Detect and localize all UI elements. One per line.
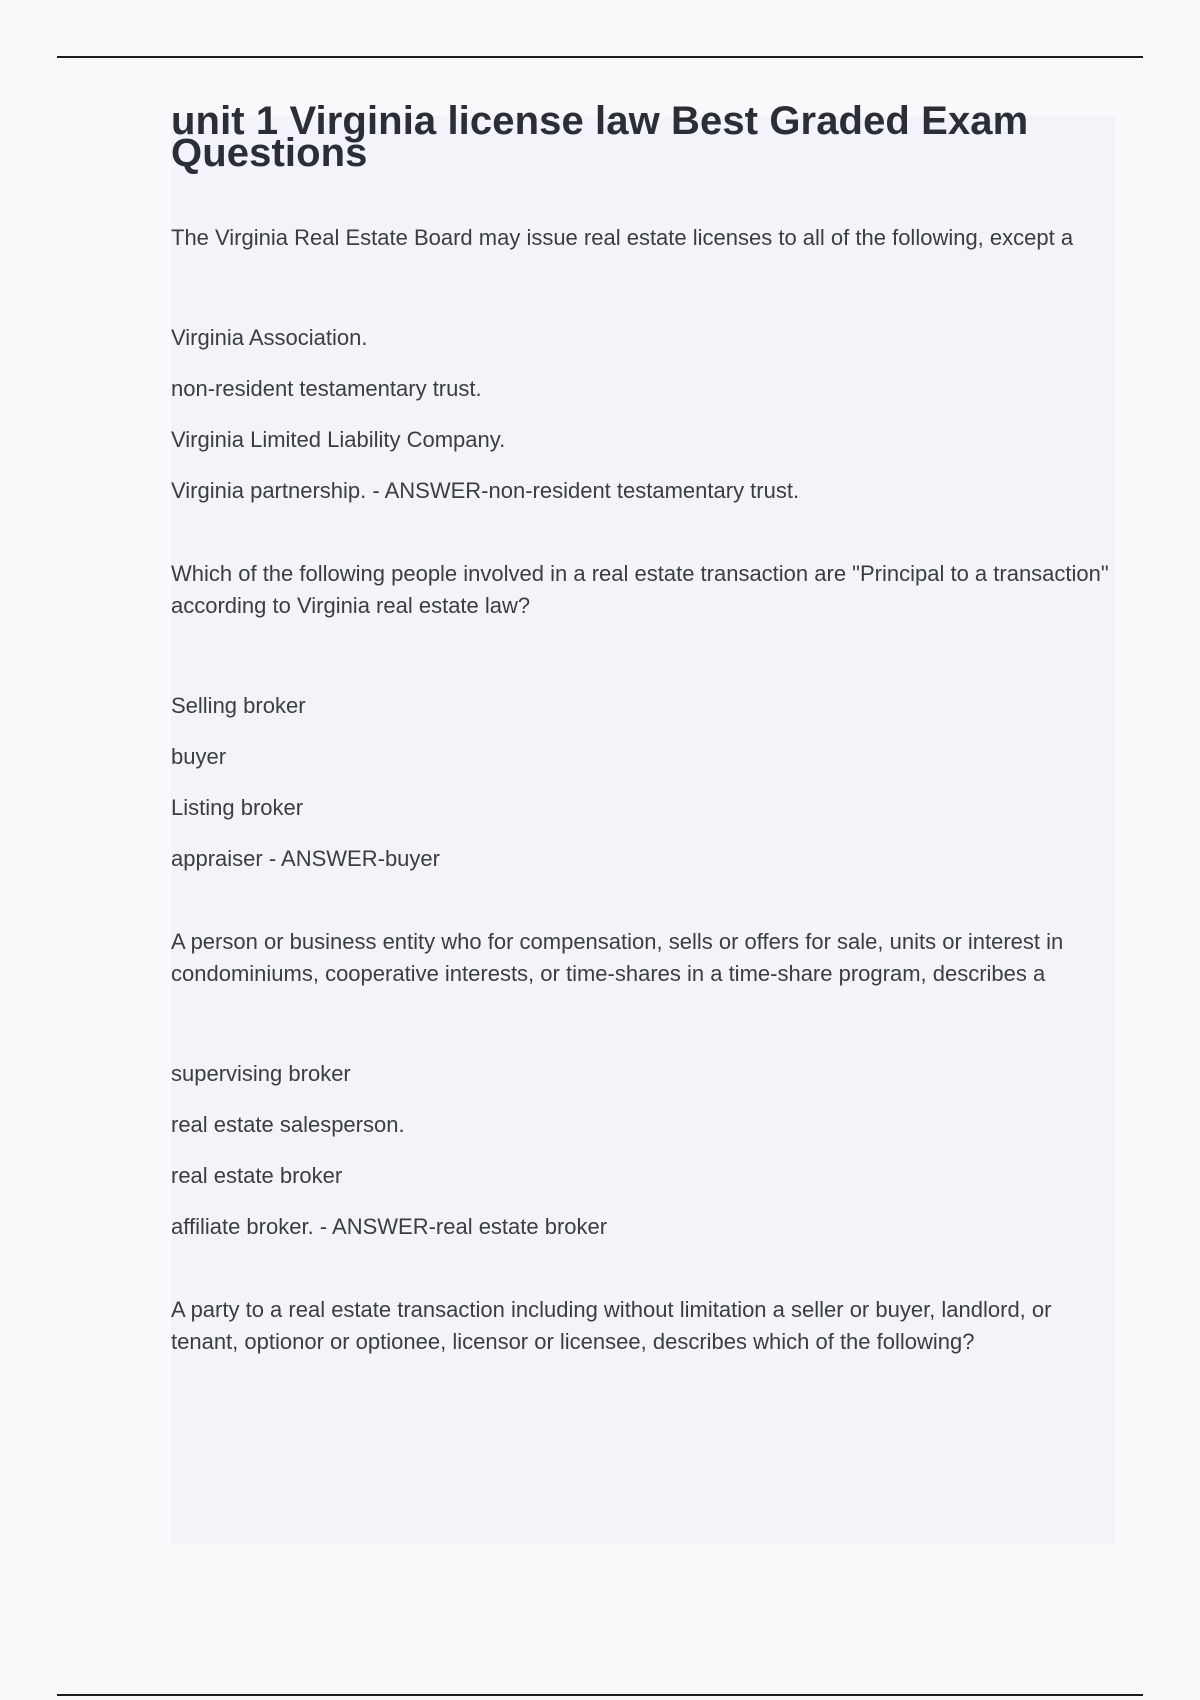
- answer-option: Listing broker: [171, 795, 304, 820]
- answer-option: real estate salesperson.: [171, 1112, 405, 1137]
- question-text: A party to a real estate transaction including without limitation a seller or buyer, landlord, or tenant, optionor or optionee, licensor or licensee, describes which of the following?: [171, 1297, 1052, 1354]
- document-title: unit 1 Virginia license law Best Graded Exam Questions: [171, 99, 1029, 175]
- top-divider: [57, 56, 1143, 58]
- answer-option: buyer: [171, 744, 227, 769]
- answer-options: [171, 691, 1115, 874]
- answer-option: supervising broker: [171, 1061, 351, 1086]
- question-block: [171, 222, 1115, 506]
- question-block: [171, 558, 1115, 874]
- question-text: The Virginia Real Estate Board may issue real estate licenses to all of the following, except a: [171, 225, 1074, 250]
- question-text: Which of the following people involved in a real estate transaction are "Principal to a transaction" according to Virginia real estate law?: [171, 561, 1109, 618]
- answer-options: [171, 1059, 1115, 1242]
- question-block: [171, 1294, 1115, 1358]
- answer-option: affiliate broker. - ANSWER-real estate broker: [171, 1214, 608, 1239]
- answer-option: non-resident testamentary trust.: [171, 376, 482, 401]
- document-body: [171, 99, 1115, 1358]
- bottom-divider: [57, 1694, 1143, 1696]
- answer-option: Virginia partnership. - ANSWER-non-resident testamentary trust.: [171, 478, 800, 503]
- answer-option: real estate broker: [171, 1163, 343, 1188]
- question-text: A person or business entity who for compensation, sells or offers for sale, units or interest in condominiums, cooperative interests, or time-shares in a time-share program, describes a: [171, 929, 1064, 986]
- question-block: [171, 926, 1115, 1242]
- answer-option: appraiser - ANSWER-buyer: [171, 846, 440, 871]
- answer-option: Selling broker: [171, 693, 306, 718]
- answer-option: Virginia Association.: [171, 325, 368, 350]
- answer-option: Virginia Limited Liability Company.: [171, 427, 506, 452]
- answer-options: [171, 323, 1115, 506]
